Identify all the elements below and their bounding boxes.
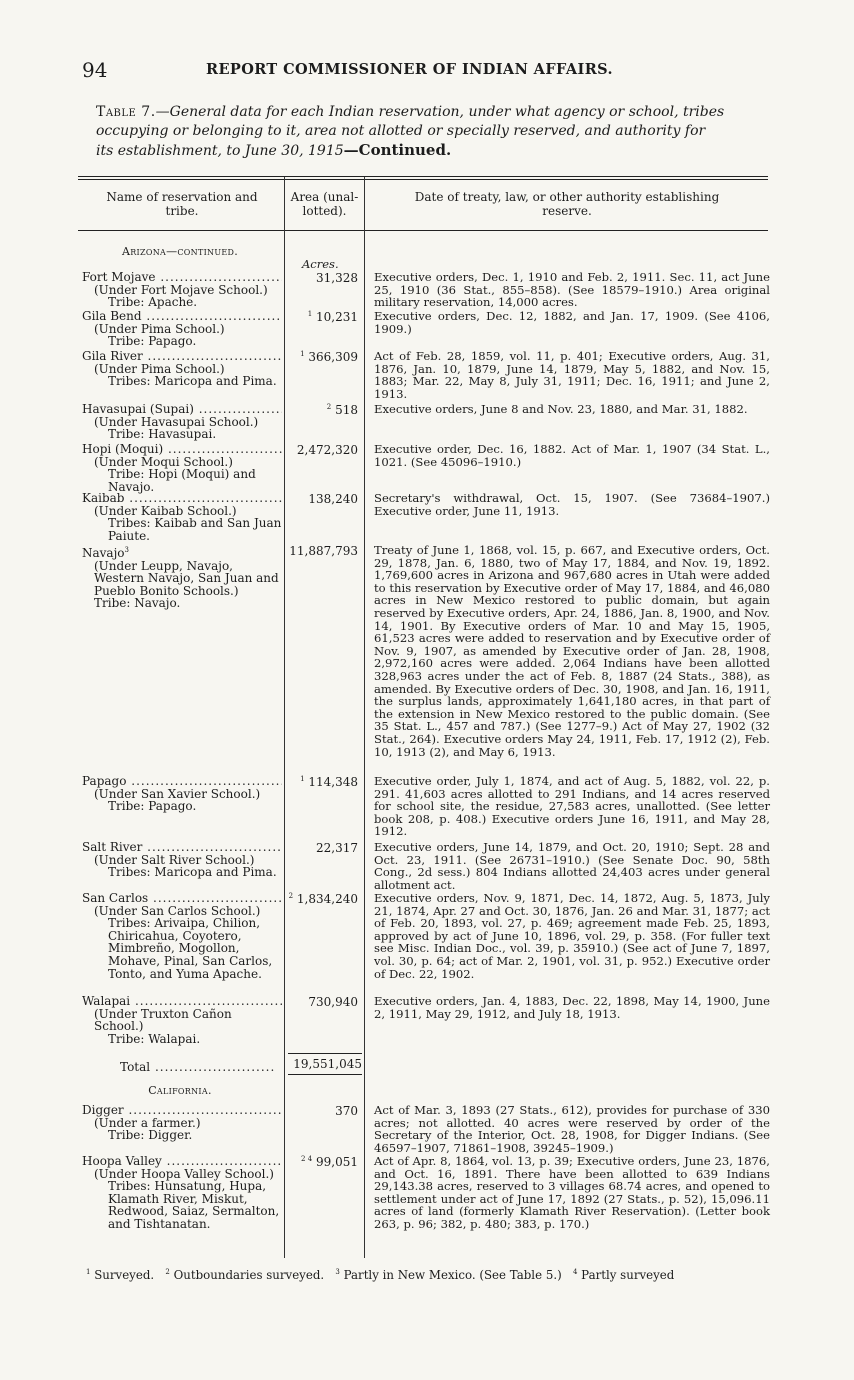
col-head-area: Area (unal-lotted). [290, 190, 359, 218]
footnotes [86, 1268, 674, 1282]
reservation-name: Havasupai (Supai) ..... [82, 403, 282, 416]
tribe-line: Tribes: Hunsatung, Hupa, Klamath River, Miskut, Redwood, Saiaz, Sermalton, and Tishtanatan. [108, 1179, 280, 1231]
footnote-mark: 2 [326, 403, 332, 411]
reservation-name: Digger ..... [82, 1104, 282, 1117]
reservation-name: Hopi (Moqui) ..... [82, 443, 282, 456]
tribe-line: Tribes: Kaibab and San Juan Paiute. [108, 516, 282, 543]
tribe-line: Tribe: Papago. [108, 799, 197, 814]
row-name-salt-river [82, 841, 282, 879]
area-value: 370 [335, 1104, 358, 1118]
caption-text-2: occupying or belonging to it, area not allotted or specially reserved, and authority for [96, 123, 706, 139]
authority-text: Act of Mar. 3, 1893 (27 Stats., 612), provides for purchase of 330 acres; not allotted. 40 acres were reserved by order of the Secretary of the Interior, Oct. 28, 1908, for Digger Indians. (See 46597–1907, 71861–1908, 39245–1909.) [374, 1103, 770, 1155]
tribe-line: Tribe: Apache. [108, 295, 198, 310]
area-value: 22,317 [316, 841, 358, 855]
area-value: $^1$ 10,231 [307, 310, 358, 324]
row-name-hoopa-valley [82, 1155, 282, 1231]
reservation-name: Hoopa Valley ..... [82, 1155, 282, 1168]
authority-text: Act of Apr. 8, 1864, vol. 13, p. 39; Executive orders, June 23, 1876, and Oct. 16, 1891. There have been allotted to 639 Indians 29,143.38 acres, reserved to 3 villages 68.74 acres, and opened to settlement under act of June 17, 1892 (27 Stats., p. 52), 15,096.11 acres of land (formerly Klamath River Reservation). (Letter book 263, p. 96; 382, p. 480; 383, p. 170.) [374, 1154, 770, 1231]
total-value: 19,551,045 [288, 1053, 362, 1075]
header-bottom-rule [78, 230, 768, 231]
footnote-mark: 1 [300, 350, 305, 358]
tribe-line: Tribe: Papago. [108, 334, 197, 349]
authority-text: Treaty of June 1, 1868, vol. 15, p. 667, and Executive orders, Oct. 29, 1878, Jan. 6, 1880, two of May 17, 1884, and Nov. 19, 1892. 1,769,600 acres in Arizona and 967,680 acres in Utah were added to this reservation by Executive order of May 17, 1884, and 46,080 acres in New Mexico restored to public domain, but again reserved by Executive orders, Apr. 24, 1886, Jan. 8, 1900, and Nov. 14, 1901. By Executive orders of Mar. 10 and May 15, 1905, 61,523 acres were added to reservation and by Executive order of Nov. 9, 1907, as amended by Executive order of Jan. 28, 1908, 2,972,160 acres were added. 2,064 Indians have been allotted 328,963 acres under the act of Feb. 8, 1887 (24 Stats., 388), as amended. By Executive orders of Dec. 30, 1908, and Jan. 16, 1911, the surplus lands, approximately 1,641,180 acres, in that part of the extension in New Mexico restored to the public domain. (See 35 Stat. L., 457 and 787.) (See 1277–9.) Act of May 27, 1902 (32 Stat., 264). Executive orders May 24, 1911, Feb. 17, 1912 (2), Feb. 10, 1913 (2), and May 6, 1913. [374, 543, 770, 759]
footnote-mark: 1 [300, 775, 305, 783]
row-name-hopi [82, 443, 282, 493]
tribe-line: Tribes: Arivaipa, Chilion, Chiricahua, Coyotero, Mimbreño, Mogollon, Mohave, Pinal, San Carlos, Tonto, and Yuma Apache. [108, 916, 273, 981]
footnote-mark: 2 [288, 892, 294, 900]
agency-line: (Under Havasupai School.) [94, 414, 259, 429]
tribe-line: Tribes: Maricopa and Pima. [108, 865, 277, 880]
authority-text: Secretary's withdrawal, Oct. 15, 1907. (See 73684–1907.) Executive order, June 11, 1913. [374, 491, 770, 518]
reservation-name: Fort Mojave ..... [82, 271, 282, 284]
authority-text: Executive orders, June 14, 1879, and Oct. 20, 1910; Sept. 28 and Oct. 23, 1911. (See 26731–1910.) (See Senate Doc. 90, 58th Cong., 2d sess.) 804 Indians allotted 24,403 acres under general allotment act. [374, 840, 770, 892]
area-value: $^1$ 114,348 [300, 775, 358, 789]
authority-text: Executive order, Dec. 16, 1882. Act of Mar. 1, 1907 (34 Stat. L., 1021. (See 45096–1910.) [374, 442, 770, 469]
agency-line: (Under Salt River School.) [94, 852, 255, 867]
authority-text: Executive orders, Jan. 4, 1883, Dec. 22, 1898, May 14, 1900, June 2, 1911, May 29, 1912, and July 18, 1913. [374, 994, 770, 1021]
column-divider-2 [364, 177, 365, 1258]
row-name-papago [82, 775, 282, 813]
footnote-mark: 1 [307, 310, 313, 318]
agency-line: (Under a farmer.) [94, 1115, 201, 1130]
reservation-name: Walapai ..... [82, 995, 282, 1008]
agency-line: (Under Pima School.) [94, 321, 225, 336]
caption-text-1: —General data for each Indian reservation, under what agency or school, tribes [155, 104, 725, 120]
reservation-name: Salt River ..... [82, 841, 282, 854]
caption-label: Table 7. [96, 104, 156, 120]
row-name-walapai [82, 995, 282, 1045]
row-name-gila-bend [82, 310, 282, 348]
col-head-name: Name of reservation and tribe. [106, 190, 258, 218]
reservation-name: San Carlos ..... [82, 892, 282, 905]
reservation-name: Kaibab ..... [82, 492, 282, 505]
agency-line: (Under San Carlos School.) [94, 903, 261, 918]
tribe-line: Tribe: Hopi (Moqui) and Navajo. [108, 467, 256, 494]
caption-continued: —Continued. [343, 141, 452, 159]
tribe-line: Tribe: Digger. [108, 1128, 193, 1143]
row-name-navajo [82, 544, 282, 610]
area-value: $^2$ 518 [326, 403, 358, 417]
footnote-mark: 2 4 [301, 1155, 313, 1163]
area-value: 11,887,793 [289, 544, 358, 558]
page-number: 94 [82, 58, 108, 82]
footnote-mark: 4 [572, 1268, 578, 1276]
row-name-san-carlos [82, 892, 282, 980]
footnote-mark: 2 [165, 1268, 170, 1276]
row-name-gila-river [82, 350, 282, 388]
agency-line: (Under San Xavier School.) [94, 786, 261, 801]
table-top-rule-2 [78, 179, 768, 180]
caption-text-3: its establishment, to June 30, 1915 [96, 143, 344, 159]
agency-line: (Under Leupp, Navajo, Western Navajo, San Juan and Pueblo Bonito Schools.) [94, 558, 279, 598]
tribe-line: Tribe: Navajo. [94, 596, 181, 611]
reservation-name: Gila River ..... [82, 350, 282, 363]
agency-line: (Under Truxton Cañon School.) [94, 1006, 232, 1034]
footnote-text: Outboundaries surveyed. [173, 1268, 325, 1282]
running-head: REPORT COMMISSIONER OF INDIAN AFFAIRS. [206, 61, 613, 78]
agency-line: (Under Pima School.) [94, 361, 225, 376]
area-value: $^{2 4}$ 99,051 [301, 1155, 358, 1169]
area-value: 2,472,320 [296, 443, 358, 457]
agency-line: (Under Fort Mojave School.) [94, 282, 268, 297]
footnote-text: Partly surveyed [581, 1268, 675, 1282]
area-value: 31,328 [316, 271, 358, 285]
area-value: $^2$ 1,834,240 [288, 892, 358, 906]
section-california: California. [148, 1084, 212, 1097]
authority-text: Executive orders, Dec. 12, 1882, and Jan. 17, 1909. (See 4106, 1909.) [374, 309, 770, 336]
reservation-name: Gila Bend ..... [82, 310, 282, 323]
authority-text: Executive order, July 1, 1874, and act of Aug. 5, 1882, vol. 22, p. 291. 41,603 acres allotted to 291 Indians, and 14 acres reserved for school site, the residue, 27,583 acres, unallotted. (See letter book 208, p. 408.) Executive orders June 16, 1911, and May 28, 1912. [374, 774, 770, 839]
agency-line: (Under Moqui School.) [94, 454, 233, 469]
table-top-rule [78, 176, 768, 177]
caption-line-3 [78, 141, 770, 161]
footnote-text: Partly in New Mexico. (See Table 5.) [343, 1268, 562, 1282]
column-divider-1 [284, 177, 285, 1258]
authority-text: Act of Feb. 28, 1859, vol. 11, p. 401; Executive orders, Aug. 31, 1876, Jan. 10, 1879, June 14, 1879, May 5, 1882, and Nov. 15, 1883; Mar. 22, May 8, July 31, 1911; Dec. 16, 1911; and June 2, 1913. [374, 349, 770, 401]
row-name-digger [82, 1104, 282, 1142]
row-name-fort-mojave [82, 271, 282, 309]
row-name-kaibab [82, 492, 282, 542]
area-value: $^1$ 366,309 [300, 350, 358, 364]
area-value: 730,940 [308, 995, 358, 1009]
agency-line: (Under Hoopa Valley School.) [94, 1166, 274, 1181]
acres-unit-label: Acres. [302, 257, 339, 271]
col-head-authority: Date of treaty, law, or other authority establishing reserve. [414, 190, 720, 218]
tribe-line: Tribes: Maricopa and Pima. [108, 374, 277, 389]
authority-text: Executive orders, Nov. 9, 1871, Dec. 14, 1872, Aug. 5, 1873, July 21, 1874, Apr. 27 and Oct. 30, 1876, Jan. 26 and Mar. 31, 1877; act of Feb. 20, 1893, vol. 27, p. 469; agreement made Feb. 25, 1893, approved by act of June 10, 1896, vol. 29, p. 358. (For fuller text see Misc. Indian Doc., vol. 39, p. 35910.) (See act of June 7, 1897, vol. 30, p. 64; act of Mar. 2, 1901, vol. 31, p. 952.) Executive order of Dec. 22, 1902. [374, 891, 770, 981]
row-name-havasupai [82, 403, 282, 441]
footnote-text: Surveyed. [94, 1268, 155, 1282]
tribe-line: Tribe: Walapai. [108, 1031, 201, 1046]
footnote-mark: 3 [335, 1268, 340, 1276]
section-arizona: Arizona—continued. [121, 245, 239, 258]
caption-line-1 [78, 103, 770, 122]
authority-text: Executive orders, Dec. 1, 1910 and Feb. 2, 1911. Sec. 11, act June 25, 1910 (36 Stat., 855–858). (See 18579–1910.) Area original military reservation, 14,000 acres. [374, 270, 770, 310]
reservation-name: Papago ..... [82, 775, 282, 788]
footnote-mark: 3 [124, 546, 130, 554]
agency-line: (Under Kaibab School.) [94, 503, 237, 518]
footnote-mark: 1 [86, 1268, 91, 1276]
tribe-line: Tribe: Havasupai. [108, 427, 217, 442]
table-caption [78, 103, 770, 161]
authority-text: Executive orders, June 8 and Nov. 23, 1880, and Mar. 31, 1882. [374, 402, 748, 416]
area-value: 138,240 [308, 492, 358, 506]
total-label: Total ..... [120, 1060, 275, 1074]
reservation-name: Navajo$^3$ [82, 546, 130, 560]
